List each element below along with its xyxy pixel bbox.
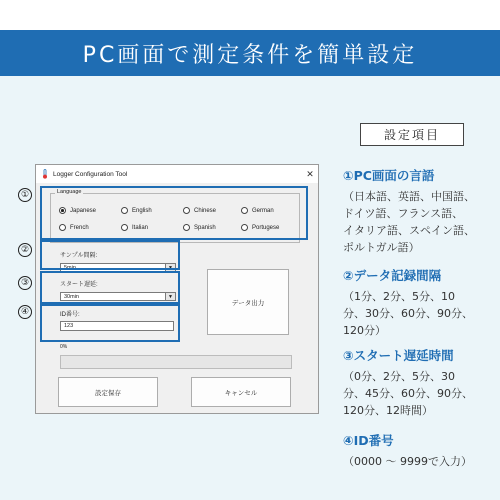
description-line: ドイツ語、フランス語、 xyxy=(343,207,464,220)
id-number-value: 123 xyxy=(64,323,74,329)
language-legend: Language xyxy=(57,189,82,195)
settings-title: 設定項目 xyxy=(360,123,464,146)
thermometer-icon xyxy=(40,169,50,179)
title-bar xyxy=(36,165,318,183)
radio-label: Spanish xyxy=(194,224,216,231)
save-settings-button[interactable]: 設定保存 xyxy=(58,377,158,407)
description-line: ポルトガル語） xyxy=(343,241,420,254)
window-title: Logger Configuration Tool xyxy=(53,170,128,178)
setting-description xyxy=(343,188,493,256)
start-delay-label: スタート遅延: xyxy=(60,282,98,288)
setting-description xyxy=(343,453,493,470)
radio-label: English xyxy=(132,207,152,214)
setting-item-start-delay xyxy=(343,346,493,419)
description-line: （日本語、英語、中国語、 xyxy=(343,190,475,203)
setting-heading: ③スタート遅延時間 xyxy=(343,348,454,363)
description-line: 120分） xyxy=(343,324,386,337)
description-line: 120分、12時間） xyxy=(343,404,433,417)
marker-3: ③ xyxy=(18,276,32,290)
close-icon[interactable]: ✕ xyxy=(306,168,314,179)
progress-bar xyxy=(60,355,292,369)
description-line: （0分、2分、5分、30 xyxy=(343,370,455,383)
description-line: イタリア語、スペイン語、 xyxy=(343,224,475,237)
data-output-button[interactable]: データ出力 xyxy=(207,269,289,335)
radio-label: Italian xyxy=(132,224,149,231)
chevron-down-icon[interactable]: ▼ xyxy=(165,293,175,300)
setting-heading: ④ID番号 xyxy=(343,433,394,448)
banner xyxy=(0,30,500,76)
marker-4: ④ xyxy=(18,305,32,319)
start-delay-highlight xyxy=(40,271,180,304)
marker-2: ② xyxy=(18,243,32,257)
sampling-label: サンプル間隔: xyxy=(60,253,98,259)
chevron-down-icon[interactable]: ▼ xyxy=(165,264,175,271)
language-highlight xyxy=(40,186,308,240)
radio-label: Japanese xyxy=(70,207,97,214)
banner-title: PC画面で測定条件を簡単設定 xyxy=(82,42,418,68)
marker-1: ① xyxy=(18,188,32,202)
start-delay-value: 30min xyxy=(64,293,79,300)
radio-label: Portugese xyxy=(252,224,280,231)
setting-item-language xyxy=(343,166,493,256)
id-number-label: ID番号: xyxy=(60,312,80,318)
setting-heading: ①PC画面の言語 xyxy=(343,168,435,183)
id-number-highlight xyxy=(40,304,180,342)
radio-label: German xyxy=(252,207,274,214)
radio-label: French xyxy=(70,224,89,231)
setting-description xyxy=(343,368,493,419)
description-line: 分、45分、60分、90分、 xyxy=(343,387,473,400)
setting-description xyxy=(343,288,493,339)
description-line: （0000 〜 9999で入力） xyxy=(343,455,472,468)
sampling-highlight xyxy=(40,240,180,270)
setting-heading: ②データ記録間隔 xyxy=(343,268,442,283)
setting-item-interval xyxy=(343,266,493,339)
radio-label: Chinese xyxy=(194,207,217,214)
cancel-button[interactable]: キャンセル xyxy=(191,377,291,407)
description-line: 分、30分、60分、90分、 xyxy=(343,307,473,320)
progress-label: 0% xyxy=(60,344,68,350)
setting-item-id xyxy=(343,431,493,470)
description-line: （1分、2分、5分、10 xyxy=(343,290,455,303)
sampling-value: 5min xyxy=(64,264,76,271)
